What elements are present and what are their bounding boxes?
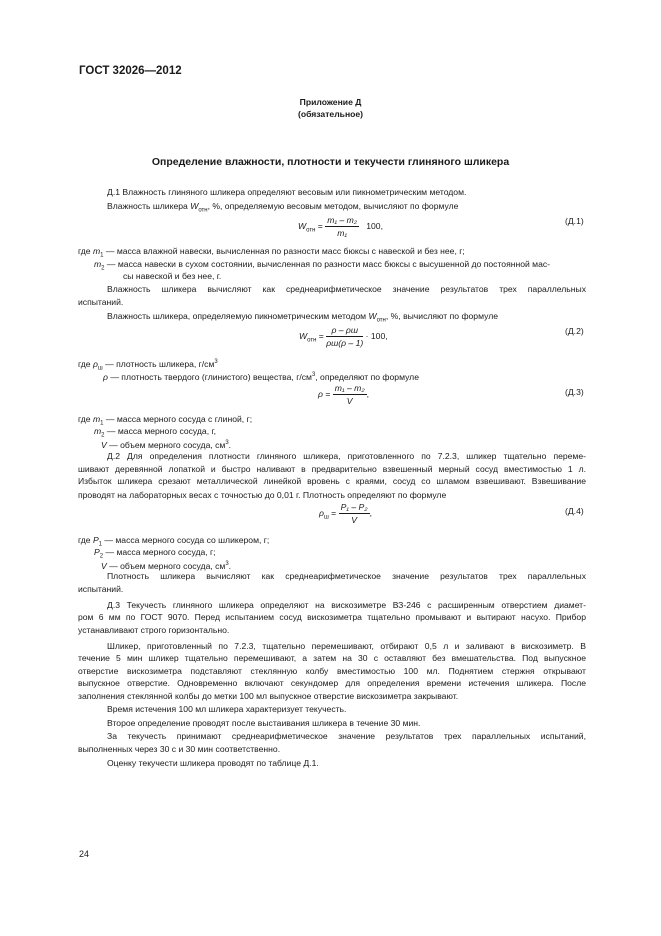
paragraph-moisture-pycnometer: Влажность шликера, определяемую пикнометрическим методом $W_{отн}$, %, вычисляют по формуле [107, 311, 498, 324]
section-title: Определение влажности, плотности и текучести глиняного шликера [151, 156, 510, 168]
paragraph-procedure-line3: отверстие вискозиметра подставляют стеклянную колбу вместимостью 100 мл. Поднятием стержня открывают [78, 666, 586, 676]
formula-d1: $W_{отн}$ = $\frac{\text{m₁ – m₂}}{\text{m₁}}$ 100, [298, 215, 383, 238]
legend-m1-vessel: где $m_1$ — масса мерного сосуда с глиной, г; [78, 414, 253, 427]
paragraph-d2-line2: шивают деревянной лопаткой и быстро наливают в предварительно взвешенный мерный сосуд вместимостью 1 л. [78, 464, 586, 474]
paragraph-d2-line3: Избыток шликера срезают металлической линейкой вровень с краями, сосуд со шламом взвешивают. Взвешивание [78, 476, 586, 486]
paragraph-fluidity-mean-cont: выполненных через 30 с и 30 мин соответственно. [78, 744, 281, 754]
paragraph-procedure-line2: течение 5 мин шликер тщательно перемешивают, а затем на 30 с оставляют без вмешательства. Под выпускное [78, 653, 586, 663]
paragraph-procedure-line1: Шликер, приготовленный по 7.2.3, тщательно перемешивают, отбирают 0,5 л и заливают в вискозиметр. В [107, 641, 586, 651]
paragraph-fluidity-mean: За текучесть принимают среднеарифметическое значение результатов трех параллельных испытаний, [107, 731, 586, 741]
document-header: ГОСТ 32026—2012 [79, 65, 182, 77]
paragraph-d3-line3: устанавливают строго горизонтально. [78, 625, 230, 635]
paragraph-d2-line1: Д.2 Для определения плотности глиняного шликера, приготовленного по 7.2.3, шликер тщательно переме- [107, 451, 586, 461]
formula-d3-number: (Д.3) [565, 387, 584, 397]
paragraph-moisture-mean: Влажность шликера вычисляют как среднеарифметическое значение результатов трех параллельных [107, 284, 586, 294]
formula-d2: $W_{отн}$ = $\frac{\rho - \rho ш}{\rho ш(\rho - 1)}$ · 100, [299, 325, 388, 348]
legend-rho: ρ — плотность твердого (глинистого) вещества, $г/см^3$, определяют по формуле [103, 371, 419, 382]
formula-d4-number: (Д.4) [565, 506, 584, 516]
paragraph-second: Второе определение проводят после выстаивания шликера в течение 30 мин. [107, 718, 421, 728]
paragraph-density-mean-cont: испытаний. [78, 584, 124, 594]
legend-m2-vessel: $m_2$ — масса мерного сосуда, г, [94, 426, 216, 439]
paragraph-procedure-line4: выпускное отверстие. Одновременно включают секундомер для определения времени истечения шликера. После [78, 678, 586, 688]
legend-rho-sh: где $\rho_ш$ — плотность шликера, $г/см^3$ [78, 358, 218, 372]
paragraph-moisture-weight: Влажность шликера $W_{отн}$, %, определяемую весовым методом, вычисляют по формуле [107, 201, 459, 214]
formula-d1-number: (Д.1) [565, 216, 584, 226]
legend-v-vessel: V — объем мерного сосуда, $см^3$. [101, 439, 232, 450]
paragraph-d1: Д.1 Влажность глиняного шликера определяют весовым или пикнометрическим методом. [107, 187, 467, 197]
paragraph-procedure-line5: заполнения стеклянной колбы до метки 100 мл выпускное отверстие вискозиметра закрывают. [78, 691, 459, 701]
formula-d4: $\rho_ш$ = $\frac{\text{P₁ – P₂}}{V}$ , [319, 502, 372, 525]
legend-m1: где $m_1$ — масса влажной навески, вычисленная по разности масс бюксы с навеской и без нее, г; [78, 246, 465, 259]
paragraph-moisture-mean-cont: испытаний. [78, 297, 124, 307]
appendix-status: (обязательное) [297, 109, 364, 119]
legend-v-slip: V — объем мерного сосуда, $см^3$. [101, 560, 232, 571]
legend-m2: $m_2$ — масса навески в сухом состоянии, вычисленная по разности масс бюксы с высушенной до постоянной мас- [94, 259, 551, 272]
legend-p2: $P_2$ — масса мерного сосуда, г; [94, 547, 216, 560]
paragraph-time: Время истечения 100 мл шликера характеризует текучесть. [107, 704, 347, 714]
page-number: 24 [79, 849, 90, 859]
legend-p1: где $P_1$ — масса мерного сосуда со шликером, г; [78, 535, 270, 548]
formula-d2-number: (Д.2) [565, 326, 584, 336]
legend-m2-cont: сы навеской и без нее, г. [123, 271, 222, 281]
paragraph-d3-line2: ром 6 мм по ГОСТ 9070. Перед испытанием сосуд вискозиметра тщательно промывают и вытирают насухо. Прибор [78, 612, 586, 622]
paragraph-d2-line4: проводят на лабораторных весах с точностью до 0,01 г. Плотность определяют по формуле [78, 490, 447, 500]
appendix-title: Приложение Д [299, 97, 362, 107]
formula-d3: ρ = $\frac{\text{m₁ – m₂}}{V}$ , [318, 383, 369, 406]
paragraph-d3-line1: Д.3 Текучесть глиняного шликера определяют на вискозиметре ВЗ-246 с расширенным отверстием диамет- [107, 600, 586, 610]
paragraph-table-ref: Оценку текучести шликера проводят по таблице Д.1. [107, 758, 319, 768]
paragraph-density-mean: Плотность шликера вычисляют как среднеарифметическое значение результатов трех параллельных [107, 571, 586, 581]
